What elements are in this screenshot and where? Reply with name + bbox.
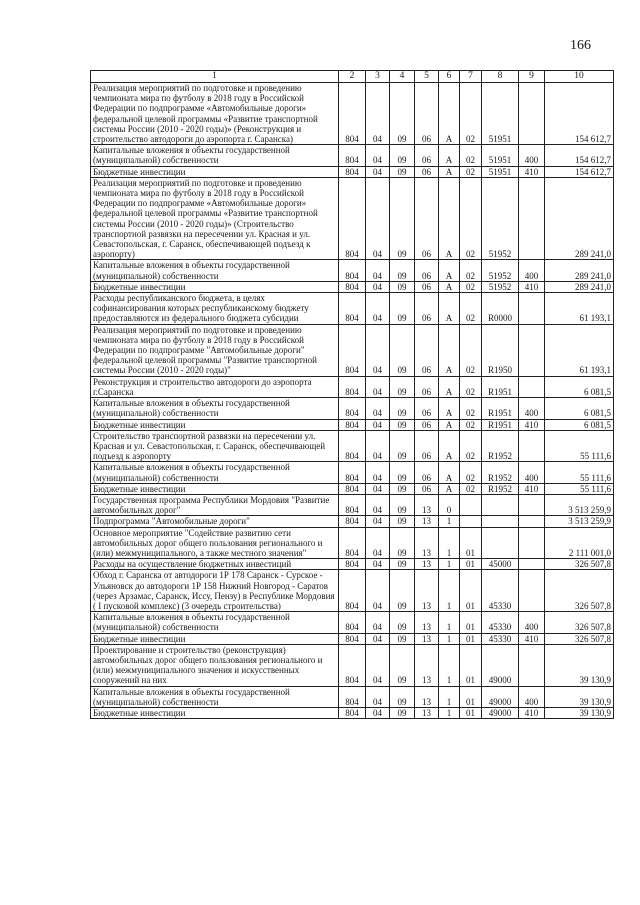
program-cell: 06: [415, 419, 439, 430]
direction-cell: R1952: [482, 483, 519, 494]
subprogram-cell: А: [439, 462, 460, 483]
subsection-cell: 09: [390, 419, 415, 430]
direction-cell: R1950: [482, 324, 519, 376]
program-cell: 06: [415, 177, 439, 260]
description-cell: Капитальные вложения в объекты государственной (муниципальной) собственности: [91, 462, 339, 483]
gov-code-cell: 804: [339, 527, 366, 559]
section-cell: 04: [366, 430, 390, 462]
program-cell: 13: [415, 516, 439, 527]
event-cell: [460, 516, 482, 527]
gov-code-cell: 804: [339, 430, 366, 462]
table-row: [91, 612, 614, 633]
amount-cell: 3 513 259,9: [545, 516, 614, 527]
table-row: [91, 166, 614, 177]
gov-code-cell: 804: [339, 324, 366, 376]
subsection-cell: 09: [390, 430, 415, 462]
program-cell: 06: [415, 483, 439, 494]
gov-code-cell: 804: [339, 707, 366, 718]
gov-code-cell: 804: [339, 145, 366, 166]
subsection-cell: 09: [390, 324, 415, 376]
program-cell: 13: [415, 559, 439, 570]
event-cell: 02: [460, 398, 482, 419]
subsection-cell: 09: [390, 494, 415, 515]
expense-type-cell: [519, 559, 545, 570]
program-cell: 13: [415, 527, 439, 559]
direction-cell: 45000: [482, 559, 519, 570]
table-row: [91, 281, 614, 292]
program-cell: 13: [415, 686, 439, 707]
expense-type-cell: [519, 430, 545, 462]
subsection-cell: 09: [390, 260, 415, 281]
page-number: 166: [570, 38, 591, 53]
gov-code-cell: 804: [339, 83, 366, 145]
header-cell: 10: [545, 71, 614, 83]
section-cell: 04: [366, 494, 390, 515]
description-cell: Реконструкция и строительство автодороги до аэропорта г.Саранска: [91, 376, 339, 397]
gov-code-cell: 804: [339, 376, 366, 397]
program-cell: 06: [415, 430, 439, 462]
expense-type-cell: [519, 324, 545, 376]
gov-code-cell: 804: [339, 516, 366, 527]
subprogram-cell: А: [439, 483, 460, 494]
program-cell: 06: [415, 462, 439, 483]
expense-type-cell: 400: [519, 398, 545, 419]
description-cell: Капитальные вложения в объекты государственной (муниципальной) собственности: [91, 612, 339, 633]
amount-cell: 154 612,7: [545, 145, 614, 166]
subprogram-cell: 1: [439, 686, 460, 707]
table-row: [91, 570, 614, 612]
gov-code-cell: 804: [339, 281, 366, 292]
subsection-cell: 09: [390, 527, 415, 559]
amount-cell: 61 193,1: [545, 324, 614, 376]
amount-cell: 6 081,5: [545, 376, 614, 397]
table-row: [91, 462, 614, 483]
section-cell: 04: [366, 483, 390, 494]
expense-type-cell: [519, 293, 545, 325]
section-cell: 04: [366, 686, 390, 707]
header-cell: 3: [366, 71, 390, 83]
program-cell: 13: [415, 494, 439, 515]
event-cell: 02: [460, 166, 482, 177]
section-cell: 04: [366, 166, 390, 177]
subsection-cell: 09: [390, 612, 415, 633]
subsection-cell: 09: [390, 570, 415, 612]
program-cell: 13: [415, 644, 439, 686]
subprogram-cell: А: [439, 324, 460, 376]
table-row: [91, 527, 614, 559]
gov-code-cell: 804: [339, 462, 366, 483]
expense-type-cell: 410: [519, 483, 545, 494]
program-cell: 13: [415, 612, 439, 633]
subsection-cell: 09: [390, 293, 415, 325]
table-row: [91, 177, 614, 260]
subprogram-cell: А: [439, 376, 460, 397]
subsection-cell: 09: [390, 483, 415, 494]
direction-cell: 45330: [482, 612, 519, 633]
description-cell: Бюджетные инвестиции: [91, 166, 339, 177]
header-cell: 2: [339, 71, 366, 83]
event-cell: 02: [460, 419, 482, 430]
description-cell: Государственная программа Республики Мордовия "Развитие автомобильных дорог": [91, 494, 339, 515]
event-cell: 01: [460, 570, 482, 612]
table-body: [91, 83, 614, 719]
subprogram-cell: А: [439, 177, 460, 260]
table-row: [91, 83, 614, 145]
event-cell: [460, 494, 482, 515]
table-row: [91, 430, 614, 462]
subprogram-cell: А: [439, 145, 460, 166]
description-cell: Обход г. Саранска от автодороги 1Р 178 Саранск - Сурское - Ульяновск до автодороги 1Р 158 Нижний Новгород - Саратов (через Арзамас, Саранск, Иссу, Пензу) в Республике Мордовия ( I пусковой комплекс) (3 очередь строительства): [91, 570, 339, 612]
direction-cell: 51951: [482, 83, 519, 145]
expense-type-cell: 400: [519, 686, 545, 707]
expense-type-cell: 410: [519, 633, 545, 644]
program-cell: 06: [415, 324, 439, 376]
event-cell: 01: [460, 686, 482, 707]
description-cell: Капитальные вложения в объекты государственной (муниципальной) собственности: [91, 260, 339, 281]
table-row: [91, 376, 614, 397]
amount-cell: 154 612,7: [545, 166, 614, 177]
table-row: [91, 324, 614, 376]
subprogram-cell: А: [439, 398, 460, 419]
program-cell: 06: [415, 398, 439, 419]
subprogram-cell: 1: [439, 527, 460, 559]
gov-code-cell: 804: [339, 686, 366, 707]
section-cell: 04: [366, 324, 390, 376]
description-cell: Бюджетные инвестиции: [91, 483, 339, 494]
amount-cell: 55 111,6: [545, 462, 614, 483]
subprogram-cell: А: [439, 293, 460, 325]
subprogram-cell: А: [439, 281, 460, 292]
program-cell: 06: [415, 260, 439, 281]
event-cell: 02: [460, 430, 482, 462]
expense-type-cell: 400: [519, 145, 545, 166]
direction-cell: R1952: [482, 462, 519, 483]
amount-cell: 39 130,9: [545, 686, 614, 707]
subsection-cell: 09: [390, 633, 415, 644]
subsection-cell: 09: [390, 686, 415, 707]
section-cell: 04: [366, 570, 390, 612]
amount-cell: 6 081,5: [545, 419, 614, 430]
subsection-cell: 09: [390, 398, 415, 419]
gov-code-cell: 804: [339, 398, 366, 419]
table-row: [91, 398, 614, 419]
section-cell: 04: [366, 559, 390, 570]
gov-code-cell: 804: [339, 612, 366, 633]
event-cell: 01: [460, 707, 482, 718]
direction-cell: R1952: [482, 430, 519, 462]
direction-cell: R1951: [482, 398, 519, 419]
gov-code-cell: 804: [339, 570, 366, 612]
amount-cell: 6 081,5: [545, 398, 614, 419]
section-cell: 04: [366, 398, 390, 419]
subsection-cell: 09: [390, 516, 415, 527]
expense-type-cell: [519, 494, 545, 515]
direction-cell: 49000: [482, 686, 519, 707]
subsection-cell: 09: [390, 177, 415, 260]
description-cell: Реализация мероприятий по подготовке и проведению чемпионата мира по футболу в 2018 году в Российской Федерации по подпрограмме "Автомобильные дороги" федеральной целевой программы "Развитие транспортной системы России (2010 - 2020 годы)": [91, 324, 339, 376]
expense-type-cell: 410: [519, 281, 545, 292]
table-row: [91, 260, 614, 281]
description-cell: Бюджетные инвестиции: [91, 707, 339, 718]
description-cell: Бюджетные инвестиции: [91, 633, 339, 644]
direction-cell: R1951: [482, 419, 519, 430]
subsection-cell: 09: [390, 166, 415, 177]
expense-type-cell: 410: [519, 166, 545, 177]
expense-type-cell: [519, 376, 545, 397]
event-cell: 02: [460, 145, 482, 166]
expense-type-cell: [519, 527, 545, 559]
expense-type-cell: 410: [519, 419, 545, 430]
description-cell: Строительство транспортной развязки на пересечении ул. Красная и ул. Севастопольская, г. Саранск, обеспечивающей подъезд к аэропорту: [91, 430, 339, 462]
gov-code-cell: 804: [339, 644, 366, 686]
expense-type-cell: [519, 570, 545, 612]
subprogram-cell: А: [439, 166, 460, 177]
amount-cell: 55 111,6: [545, 483, 614, 494]
program-cell: 06: [415, 166, 439, 177]
subprogram-cell: А: [439, 260, 460, 281]
event-cell: 01: [460, 612, 482, 633]
subsection-cell: 09: [390, 707, 415, 718]
subsection-cell: 09: [390, 83, 415, 145]
gov-code-cell: 804: [339, 293, 366, 325]
event-cell: 01: [460, 527, 482, 559]
expense-type-cell: [519, 177, 545, 260]
description-cell: Капитальные вложения в объекты государственной (муниципальной) собственности: [91, 145, 339, 166]
amount-cell: 55 111,6: [545, 430, 614, 462]
subsection-cell: 09: [390, 462, 415, 483]
table-row: [91, 145, 614, 166]
gov-code-cell: 804: [339, 177, 366, 260]
program-cell: 06: [415, 83, 439, 145]
direction-cell: 45330: [482, 570, 519, 612]
header-cell: 4: [390, 71, 415, 83]
section-cell: 04: [366, 177, 390, 260]
description-cell: Реализация мероприятий по подготовке и проведению чемпионата мира по футболу в 2018 году в Российской Федерации по подпрограмме «Автомобильные дороги» федеральной целевой программы «Развитие транспортной системы России (2010 - 2020 годы)» (Реконструкция и строительство автодороги до аэропорта г. Саранска): [91, 83, 339, 145]
table-row: [91, 483, 614, 494]
direction-cell: [482, 527, 519, 559]
expense-type-cell: 400: [519, 462, 545, 483]
section-cell: 04: [366, 281, 390, 292]
section-cell: 04: [366, 516, 390, 527]
amount-cell: 39 130,9: [545, 644, 614, 686]
subprogram-cell: 1: [439, 516, 460, 527]
gov-code-cell: 804: [339, 260, 366, 281]
subsection-cell: 09: [390, 145, 415, 166]
program-cell: 13: [415, 570, 439, 612]
description-cell: Бюджетные инвестиции: [91, 419, 339, 430]
amount-cell: 326 507,8: [545, 570, 614, 612]
gov-code-cell: 804: [339, 166, 366, 177]
description-cell: Бюджетные инвестиции: [91, 281, 339, 292]
subprogram-cell: 1: [439, 633, 460, 644]
direction-cell: 49000: [482, 707, 519, 718]
table-row: [91, 707, 614, 718]
expense-type-cell: 400: [519, 612, 545, 633]
direction-cell: [482, 494, 519, 515]
table-row: [91, 559, 614, 570]
table-row: [91, 419, 614, 430]
program-cell: 06: [415, 145, 439, 166]
subprogram-cell: А: [439, 419, 460, 430]
direction-cell: R1951: [482, 376, 519, 397]
program-cell: 13: [415, 707, 439, 718]
event-cell: 01: [460, 644, 482, 686]
program-cell: 06: [415, 376, 439, 397]
program-cell: 06: [415, 281, 439, 292]
event-cell: 02: [460, 177, 482, 260]
event-cell: 02: [460, 293, 482, 325]
header-row: [91, 71, 614, 83]
subprogram-cell: 1: [439, 707, 460, 718]
amount-cell: 326 507,8: [545, 612, 614, 633]
direction-cell: 49000: [482, 644, 519, 686]
header-cell: 1: [91, 71, 339, 83]
event-cell: 02: [460, 483, 482, 494]
description-cell: Реализация мероприятий по подготовке и проведению чемпионата мира по футболу в 2018 году в Российской Федерации по подпрограмме «Автомобильные дороги» федеральной целевой программы «Развитие транспортной системы России (2010 - 2020 годы)» (Строительство транспортной развязки на пересечении ул. Красная и ул. Севастопольская, г. Саранск, обеспечивающей подъезд к аэропорту): [91, 177, 339, 260]
description-cell: Основное мероприятие "Содействие развитию сети автомобильных дорог общего пользования регионального и (или) межмуниципального, а также местного значения": [91, 527, 339, 559]
expense-type-cell: [519, 83, 545, 145]
event-cell: 02: [460, 281, 482, 292]
subprogram-cell: А: [439, 83, 460, 145]
direction-cell: 51952: [482, 177, 519, 260]
section-cell: 04: [366, 644, 390, 686]
event-cell: 02: [460, 462, 482, 483]
header-cell: 7: [460, 71, 482, 83]
event-cell: 02: [460, 376, 482, 397]
header-cell: 9: [519, 71, 545, 83]
section-cell: 04: [366, 612, 390, 633]
header-cell: 6: [439, 71, 460, 83]
program-cell: 06: [415, 293, 439, 325]
amount-cell: 3 513 259,9: [545, 494, 614, 515]
section-cell: 04: [366, 83, 390, 145]
subprogram-cell: 1: [439, 612, 460, 633]
table-row: [91, 686, 614, 707]
event-cell: 02: [460, 83, 482, 145]
direction-cell: R0000: [482, 293, 519, 325]
description-cell: Расходы республиканского бюджета, в целях софинансирования которых республиканскому бюджету предоставляются из федерального бюджета субсидии: [91, 293, 339, 325]
table-row: [91, 494, 614, 515]
direction-cell: [482, 516, 519, 527]
table-row: [91, 633, 614, 644]
gov-code-cell: 804: [339, 419, 366, 430]
amount-cell: 326 507,8: [545, 559, 614, 570]
subprogram-cell: А: [439, 430, 460, 462]
program-cell: 13: [415, 633, 439, 644]
description-cell: Расходы на осуществление бюджетных инвестиций: [91, 559, 339, 570]
description-cell: Проектирование и строительство (реконструкция) автомобильных дорог общего пользования регионального и (или) межмуниципального значения и искусственных сооружений на них: [91, 644, 339, 686]
section-cell: 04: [366, 633, 390, 644]
subprogram-cell: 1: [439, 559, 460, 570]
section-cell: 04: [366, 145, 390, 166]
section-cell: 04: [366, 376, 390, 397]
expense-type-cell: [519, 516, 545, 527]
header-cell: 5: [415, 71, 439, 83]
section-cell: 04: [366, 419, 390, 430]
table-row: [91, 516, 614, 527]
expense-type-cell: 410: [519, 707, 545, 718]
amount-cell: 289 241,0: [545, 260, 614, 281]
subsection-cell: 09: [390, 644, 415, 686]
subsection-cell: 09: [390, 559, 415, 570]
table-row: [91, 293, 614, 325]
amount-cell: 289 241,0: [545, 177, 614, 260]
direction-cell: 51951: [482, 166, 519, 177]
gov-code-cell: 804: [339, 494, 366, 515]
subprogram-cell: 0: [439, 494, 460, 515]
expense-type-cell: 400: [519, 260, 545, 281]
amount-cell: 2 111 001,0: [545, 527, 614, 559]
direction-cell: 51951: [482, 145, 519, 166]
direction-cell: 51952: [482, 260, 519, 281]
description-cell: Подпрограмма "Автомобильные дороги": [91, 516, 339, 527]
direction-cell: 51952: [482, 281, 519, 292]
gov-code-cell: 804: [339, 633, 366, 644]
event-cell: 01: [460, 559, 482, 570]
amount-cell: 326 507,8: [545, 633, 614, 644]
amount-cell: 289 241,0: [545, 281, 614, 292]
table-row: [91, 644, 614, 686]
amount-cell: 61 193,1: [545, 293, 614, 325]
subprogram-cell: 1: [439, 570, 460, 612]
expense-type-cell: [519, 644, 545, 686]
section-cell: 04: [366, 462, 390, 483]
direction-cell: 45330: [482, 633, 519, 644]
header-cell: 8: [482, 71, 519, 83]
budget-table: [90, 70, 614, 719]
subsection-cell: 09: [390, 376, 415, 397]
event-cell: 02: [460, 260, 482, 281]
gov-code-cell: 804: [339, 559, 366, 570]
section-cell: 04: [366, 260, 390, 281]
event-cell: 02: [460, 324, 482, 376]
event-cell: 01: [460, 633, 482, 644]
section-cell: 04: [366, 707, 390, 718]
amount-cell: 39 130,9: [545, 707, 614, 718]
description-cell: Капитальные вложения в объекты государственной (муниципальной) собственности: [91, 398, 339, 419]
subsection-cell: 09: [390, 281, 415, 292]
amount-cell: 154 612,7: [545, 83, 614, 145]
section-cell: 04: [366, 527, 390, 559]
section-cell: 04: [366, 293, 390, 325]
gov-code-cell: 804: [339, 483, 366, 494]
subprogram-cell: 1: [439, 644, 460, 686]
description-cell: Капитальные вложения в объекты государственной (муниципальной) собственности: [91, 686, 339, 707]
